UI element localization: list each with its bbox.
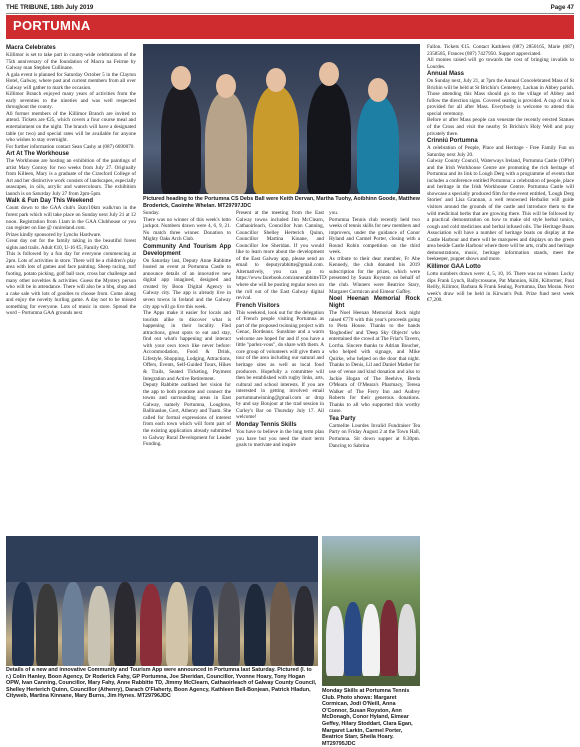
article-paragraph: As tribute to their dear member, Fr Abe Kennedy, the club donated his 2019 subscription for the prizes, which were presented by Susan Royston on behalf of the club. Winners were Beatrice Stary, Margaret Cormican and Eimear Gaffey. xyxy=(329,255,420,295)
section-banner: PORTUMNA xyxy=(6,15,574,39)
article-paragraph: Prizes kindly sponsored by Lynchs Hardware. xyxy=(6,231,102,238)
article-paragraph: There was no winner of this week's lotto jackpot. Numbers drawn were 4, 6, 9, 21. No match three winner. Donation to Mighty Oaks Arch Club. xyxy=(143,216,231,243)
article-paragraph: Present at the meeting from the East Galway towns included Jim McClearn, Cathaoirleach, Councillor Ivan Canning, Councillor Shelley Herterich Quinn, Councillor Martina Kinane, and Councillor Joe Sheridan. If you would like to learn more about the development of the East Galway app, please send an email to deputyrabbitte@gmail.com. Alternatively, you can go to https://www.facebook.com/annerabbitteTD/ where she will be posting regular news on the roll out of the East Galway digital revival. xyxy=(236,210,328,302)
article-heading: Killimor GAA Lotto xyxy=(427,263,481,270)
article-heading: Tea Party xyxy=(329,415,356,422)
article-paragraph: The Noel Heenan Memorial Rock night raised €770 with this year's proceeds going to Pieta House. Thanks to the bands 'Bogbodies' and 'Deep Sky Objects' who entertained the crowd at The Friar's Tavern, Lorrha. Sincere thanks to Adrian Boucher, who helped with signage, and Mike Quirke, who helped on the door that night. Thanks to Denis, Lil and Daniel Mather for use of venue and kind donation and also to Jackie Hogan of The Beehive, Breda O'Meara of O'Meara's Pharmacy, Teresa Walker of The Ferry Inn and Audrey Roberts for their generous donations. Thanks to all who supported this worthy cause. xyxy=(329,310,420,415)
article-paragraph: Deputy Rabbitte outlined her vision for the app to both promote and connect the towns and surrounding areas in East Galway, namely Portumna, Loughrea, Ballinasloe, Gort, Athenry and Tuam. She called for formal expressions of interest from each town which will form part of the existing application already submitted to Galway Rural Development for Leader Funding. xyxy=(143,382,231,448)
article-paragraph: Before or after Mass people can venerate the recently erected Statues of the Cross and visit the nearby St Brichin's Holy Well and pray privately there. xyxy=(427,117,574,137)
article-paragraph: Killimor is set to take part in county-wide celebrations of the 75th anniversary of the foundation of Macra na Feirme by Galway man Stephen Cullinane. xyxy=(6,52,136,72)
article-paragraph: Great day out for the family taking in the beautiful forest sights and trails. Adult €10, U-16 €5, Family €20. xyxy=(6,238,136,251)
debs-ball-photo xyxy=(143,44,420,194)
article-paragraph: Galway County Council, Waterways Ireland, Portumna Castle (OPW) and the Irish Workhouse Centre are promoting the rich heritage of Portumna and its link to Lough Derg with a programme of events that includes a conference entitled Portumna: a celebration of people, place and heritage in the Irish Workhouse Centre. Portumna Castle will showcase a specially produced film for the event entitled, 'Lough Derg Stories' and Lisa Grannan, a well renowned Herbalist will guide visitors around the grounds of the castle and introduce them to the wild medicinal herbs that are growing there. This will be followed by a practical demonstration on how to make old style herbal tonics, cough and cold medicines and herbal infused oils. The Heritage Boats Association will have a number of heritage boats on display at the Castle Harbour and there will be marquees and displays on the green area beside Castle Harbour where there will be arts, crafts and heritage demonstrations, music, heritage information stands, meet the beekeeper, puppet shows and more. xyxy=(427,158,574,263)
article-paragraph: Carmelite Lourdes Invalid Fundraiser Tea Party on Friday August 2 at the Town Hall, Portumna. Sit down supper at 8.30pm. Dancing to Sabrina xyxy=(329,422,420,449)
article-heading: Walk & Fun Day This Weekend xyxy=(6,198,94,205)
column-2 xyxy=(143,210,231,535)
column-4 xyxy=(329,210,420,535)
article-paragraph: All former members of the Killimor Branch are invited to attend. Tickets are €25, which covers a four course meal and entertainment on the night. The branch will have a designated table (or two) and special rates will be available for anyone who wishes to stay overnight. xyxy=(6,110,136,144)
article-paragraph: The Apps make it easier for locals and tourists alike to discover what is happening in their locality. Find attractions, great spots to eat and stay, find out what's happening and interact with your own town like never before: Accommodation, Food & Drink, Lifestyle, Shopping, Lodging, Attractions, Offers, Events, Self-Guided Tours, Hikes & Trails, Seated Ticketing, Payment Integration and Active Retirement. xyxy=(143,310,231,382)
article-paragraph: You have to believe in the long term plan you have but you need the short term goals to motivate and inspire xyxy=(236,428,324,449)
article-heading: Noel Heenan Memorial Rock Night xyxy=(329,296,420,310)
article-heading: French Visitors xyxy=(236,302,280,309)
article-paragraph: Count down to the GAA club's 5km/10km walk/run in the forest park which will take place on Sunday next July 21 at 12 noon. Registration from 11am in the GAA Clubhouse or you can register on line @ runireland.com. xyxy=(6,205,136,232)
article-heading: Macra Celebrates xyxy=(6,45,56,51)
photo-caption-top: Pictured heading to the Portumna CS Debs Ball were Keith Dervan, Martha Tuohy, Aoibhinn Goode, Matthew Broderick, Caoimhe Whelan. MT29797JDC xyxy=(143,196,420,209)
article-paragraph: A celebration of People, Place and Heritage - Free Family Fun on Saturday next July 20. xyxy=(427,145,574,158)
article-paragraph: you. xyxy=(329,210,339,216)
article-heading: Art At The Workhouse xyxy=(6,151,70,158)
article-paragraph: For further information contact Sean Cashy at (087) 6690070. xyxy=(6,143,135,150)
article-paragraph: Fallon. Tickets €15. Contact Kathleen (087) 2850165, Marie (087) 2358585, Frances (087) 7427950. Support appreciated. xyxy=(427,44,574,57)
article-heading: Monday Tennis Skills xyxy=(236,421,297,428)
article-paragraph: A gala event is planned for Saturday October 5 in the Clayton Hotel, Galway, where past and current members from all over Galway will gather to mark the occasion. xyxy=(6,71,136,91)
article-paragraph: Lotto numbers drawn were: 4, 5, 10, 16. There was no winner. Lucky dips Frank Lynch, Ballycrossane, Pat Mannion, Kilti, Kiltormer, Paul Reilly, Kilimor, Barbara & Frank Sealug, Portumna, Dan Moran. Next week's draw will be held in Kirwan's Pub. Prize fund next week €7,200. xyxy=(427,270,574,304)
article-paragraph: On Sunday next, July 21, at 7pm the Annual Concelebrated Mass of St Brichin will be held at St Brichin's Cemetery, Lackan in Abbey parish. Those attending this Mass should go to the village of Abbey and follow the direction signs. Covered seating is provided. A cup of tea is provided for all after Mass. Everybody is welcome to attend this special ceremony. xyxy=(427,78,574,117)
column-3 xyxy=(236,210,328,535)
masthead-left: THE TRIBUNE, 18th July 2019 xyxy=(6,4,94,11)
article-paragraph: This weekend, look out for the delegation of French people visiting Portumna as part of the proposed twinning project with Genac, Bordeaux. Sunshine and a warm welcome are hoped for and if you have a little "parlez-vous", do share with them. A core group of volunteers will give them a tour of the area including our natural and heritage sites as well as local food producers. Hopefully a committee will then be established with rugby links, arts, cultural and school interests. If you are interested in getting involved email portumnatwinning@gmail.com or drop by and say Bonjour at the trad session in Curley's Bar on Thursday July 17. All welcome! xyxy=(236,309,324,421)
photo-caption-bottom-left: Details of a new and innovative Community and Tourism App were announced in Portumna last Saturday. Pictured (l. to r.) Colin Hanley, Boon Agency, Dr Roderick Fahy, GP Portumna, Joe Sheridan, Councillor, Yvonne Hoary, Tony Hogan OPW, Ivan Canning, Councillor, Mary Fahy, Anne Rabbitte TD, Jimmy McClearn, Cathaoirleach of Galway County Council, Shelley Herterich Quinn, Councillor (Athenry), Darach O'Flaherty, Boon Agency, Kathleen Bell-Bonjean, Patrick Hladun, Cityweb, Martina Kinnane, Mary Burns, Jim Hynes. MT29796JDC xyxy=(6,667,317,700)
tennis-club-photo xyxy=(322,536,420,686)
article-paragraph: Sunday. xyxy=(143,210,160,216)
article-heading: Community And Tourism App Development xyxy=(143,243,231,257)
article-heading: Annual Mass xyxy=(427,71,465,78)
community-app-photo xyxy=(6,536,318,666)
article-paragraph: All monies raised will go towards the cost of bringing invalids to Lourdes. xyxy=(427,57,574,70)
article-paragraph: This is followed by a fun day for everyone commencing at 2pm. Lots of activities in store. There will be a children's play area with lots of games and face painting. Sheep racing, turf footing, potato picking, golf ball race, cross bar challenge and many other novelties & activities. Guess the Mystery person who will be in attendance. There will also be a bbq, shop and a cake sale with lots of goodies to choose from. Come along and enjoy the novelty hurling game. A day not to be missed something for everyone. Lots of music in store. Spread the word – Portumna GAA grounds next xyxy=(6,251,136,317)
column-5 xyxy=(427,44,574,731)
article-paragraph: Portumna Tennis club recently held two weeks of tennis skills for new members and improvers, under the guidance of Conor Hyland and Carmel Porter, closing with a Round Robin competition on the third week. xyxy=(329,216,420,256)
masthead xyxy=(6,2,574,14)
article-paragraph: Killimor Branch enjoyed many years of activities from the early seventies to the nineties and was well respected throughout the county. xyxy=(6,91,136,111)
article-paragraph: The Workhouse are hosting an exhibition of the paintings of artist Mary Conroy for two weeks from July 27. Originally from Killeen, Mary is a graduate of the Crawford College of Art and her distinctive work consists of landscapes, especially seascapes, in oils, acrylic and watercolours. The exhibition launch is on Saturday July 27 from 2pm-5pm. xyxy=(6,158,136,197)
photo-caption-bottom-right: Monday Skills at Portumna Tennis Club. Photo shows: Margaret Cormican, Jodi O'Neill, Anna O'Connor, Susan Royston, Ann McDonagh, Conor Hyland, Eimear Geffey, Hilary Stoddart, Clara Egan, Margaret Larkin, Carmel Porter, Beatrice Starr, Sheila Hoary. MT29795JDC xyxy=(322,688,413,747)
article-paragraph: On Saturday last, Deputy Anne Rabbitte hosted an event at Portumna Castle to announce details of an innovative new digital app imagined, designed and created by Boon Digital Agency in Galway city. The app is already live in seven towns in Ireland and the Galway city app will go live this week. xyxy=(143,257,231,310)
page-number: Page 47 xyxy=(550,4,574,11)
article-heading: Crinniú Portumna xyxy=(427,138,478,145)
